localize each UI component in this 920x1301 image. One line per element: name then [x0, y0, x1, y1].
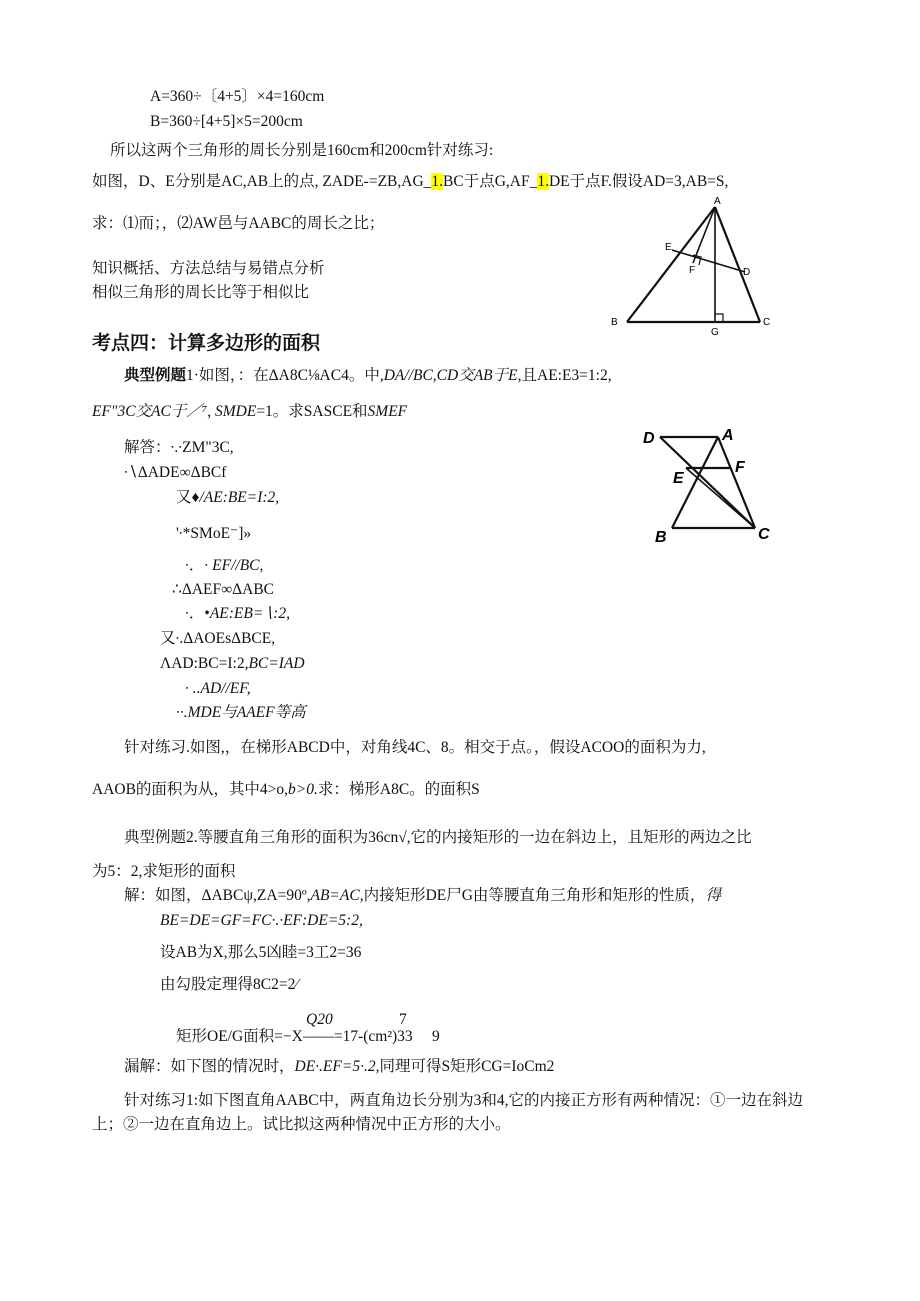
solution-step-2: ∙∖ΔADE∞ΔBCf: [124, 464, 227, 481]
practice-3: 针对练习1:如下图直角AABC中，两直角边长分别为3和4,它的内接正方形有两种情况：①一边在斜边: [124, 1092, 803, 1109]
exercise-statement: [92, 172, 728, 192]
solution-step-10: [185, 679, 251, 699]
label-f: F: [735, 459, 745, 476]
example2-statement: 典型例题2.等腰直角三角形的面积为36cn√,它的内接矩形的一边在斜边上，且矩形的两边之比: [124, 829, 752, 846]
label-d: D: [743, 267, 751, 278]
example2-solution-1b: AB=AC,: [310, 887, 364, 904]
example1-text-5: SMDE: [214, 403, 257, 420]
label-b: B: [655, 529, 667, 546]
area-formula-main: 矩形OE/G面积=−X——=17-(cm²)33: [176, 1028, 413, 1045]
section-heading: 考点四：计算多边形的面积: [92, 333, 321, 354]
summary-rule: 相似三角形的周长比等于相似比: [92, 284, 310, 301]
solution-step-11: ∙∙.MDE与AAEF等高: [176, 704, 306, 721]
solution-step-4: '∙*SMoE⁻]»: [176, 525, 252, 542]
practice-3-continued: 上；②一边在直角边上。试比拟这两种情况中正方形的大小。: [92, 1116, 511, 1133]
missed-case-b: DE∙.EF=5∙.2,: [294, 1058, 380, 1075]
solution-step-9a: ΛAD:BC=I:2,: [160, 655, 249, 672]
area-formula: [176, 1027, 440, 1047]
solution-step-5: [185, 556, 263, 576]
example1-statement-2: [92, 402, 407, 422]
example1-statement: [124, 366, 612, 386]
example1-label: 典型例题: [124, 367, 187, 384]
label-a: A: [714, 196, 721, 207]
example1-text-2: DA//BC,CD交AB于E,: [383, 367, 522, 384]
example1-text-7: SMEF: [367, 403, 408, 420]
summary-title: 知识概括、方法总结与易错点分析: [92, 260, 325, 277]
missed-case-a: 漏解：如下图的情况时，: [124, 1058, 295, 1075]
equation-b: B=360÷[4+5]×5=200cm: [150, 113, 303, 130]
solution-step-9: [160, 654, 305, 674]
perimeter-result: 所以这两个三角形的周长分别是160cm和200cm针对练习:: [110, 142, 494, 159]
solution-step-7: [185, 604, 290, 624]
solution-step-8: 又∙.ΔAOEsΔBCE,: [160, 630, 276, 647]
area-fraction-top-1: Q20: [306, 1011, 333, 1028]
solution-step-6: ∴ΔAEF∞ΔABC: [172, 581, 274, 598]
solution-step-3a: 又♦: [176, 489, 200, 506]
example2-solution-4: 由勾股定理得8C2=2∕: [160, 976, 298, 993]
exercise-text-1: 如图，D、E分别是AC,AB上的点, ZADE-=ZB,AG_: [92, 173, 432, 190]
example2-solution-1d: 得: [705, 887, 721, 904]
solution-step-3b: /AE:BE=I:2,: [199, 489, 280, 506]
example1-text-1: 1·如图，：在ΔA8C⅛AC4。中,: [186, 367, 384, 384]
practice-2c: 求：梯形A8C。的面积S: [317, 781, 480, 798]
practice-1: 针对练习.如图,，在梯形ABCD中，对角线4C、8。相交于点。，假设ACOO的面积为力,: [124, 739, 706, 756]
solution-step-5a: ∙．∙: [185, 557, 209, 574]
example2-solution-2: BE=DE=GF=FC∙.∙EF:DE=5:2,: [160, 912, 363, 929]
example1-text-6: =1。求SASCE和: [256, 403, 368, 420]
example1-text-4: EF"3C交AC于／⁷,: [92, 403, 212, 420]
example1-text-3: 且AE:E3=1:2,: [521, 367, 612, 384]
exercise-question: 求：⑴而；，⑵AW邑与AABC的周长之比；: [92, 215, 385, 232]
solution-step-10a: ∙: [185, 680, 189, 697]
highlight-1: 1.: [431, 173, 444, 190]
label-d: D: [643, 430, 655, 447]
label-a: A: [722, 427, 734, 444]
equation-a: A=360÷〔4+5〕×4=160cm: [150, 88, 325, 105]
solution-step-1: 解答：∙.∙ZM"3C,: [124, 439, 234, 456]
example2-solution-1a: 解：如图，ΔABCψ,ZA=90º,: [124, 887, 311, 904]
exercise-text-3: DE于点F.假设AD=3,AB=S,: [548, 173, 729, 190]
label-c: C: [763, 317, 771, 328]
missed-case-c: 同理可得S矩形CG=IoCm2: [379, 1058, 555, 1075]
solution-step-5b: EF//BC,: [212, 557, 264, 574]
practice-2a: AAOB的面积为从，其中4>o,: [92, 781, 289, 798]
figure-triangle-abc: [605, 195, 790, 345]
label-g: G: [711, 327, 719, 338]
highlight-2: 1.: [537, 173, 549, 190]
solution-step-9b: BC=IAD: [248, 655, 305, 672]
example2-statement-2: 为5：2,求矩形的面积: [92, 863, 236, 880]
solution-step-7a: ∙．•: [185, 605, 210, 622]
solution-step-7b: AE:EB=∖:2,: [209, 605, 290, 622]
label-c: C: [758, 526, 770, 543]
label-b: B: [611, 317, 618, 328]
figure-trapezoid: [638, 420, 778, 550]
label-e: E: [673, 470, 684, 487]
solution-step-10b: ..AD//EF,: [192, 680, 251, 697]
practice-2b: b>0.: [288, 781, 318, 798]
example2-solution-3: 设AB为X,那么5凶睦=3工2=36: [160, 944, 362, 961]
area-fraction-top-2: 7: [399, 1011, 407, 1028]
label-f: F: [689, 265, 696, 276]
area-formula-tail: 9: [432, 1028, 440, 1045]
practice-2: [92, 780, 480, 800]
solution-step-3: [176, 488, 279, 508]
exercise-text-2: BC于点G,AF_: [443, 173, 538, 190]
missed-case: [124, 1057, 554, 1077]
example2-solution-1: [124, 886, 721, 906]
example2-solution-1c: 内接矩形DE尸G由等腰直角三角形和矩形的性质，: [363, 887, 706, 904]
label-e: E: [665, 242, 672, 253]
